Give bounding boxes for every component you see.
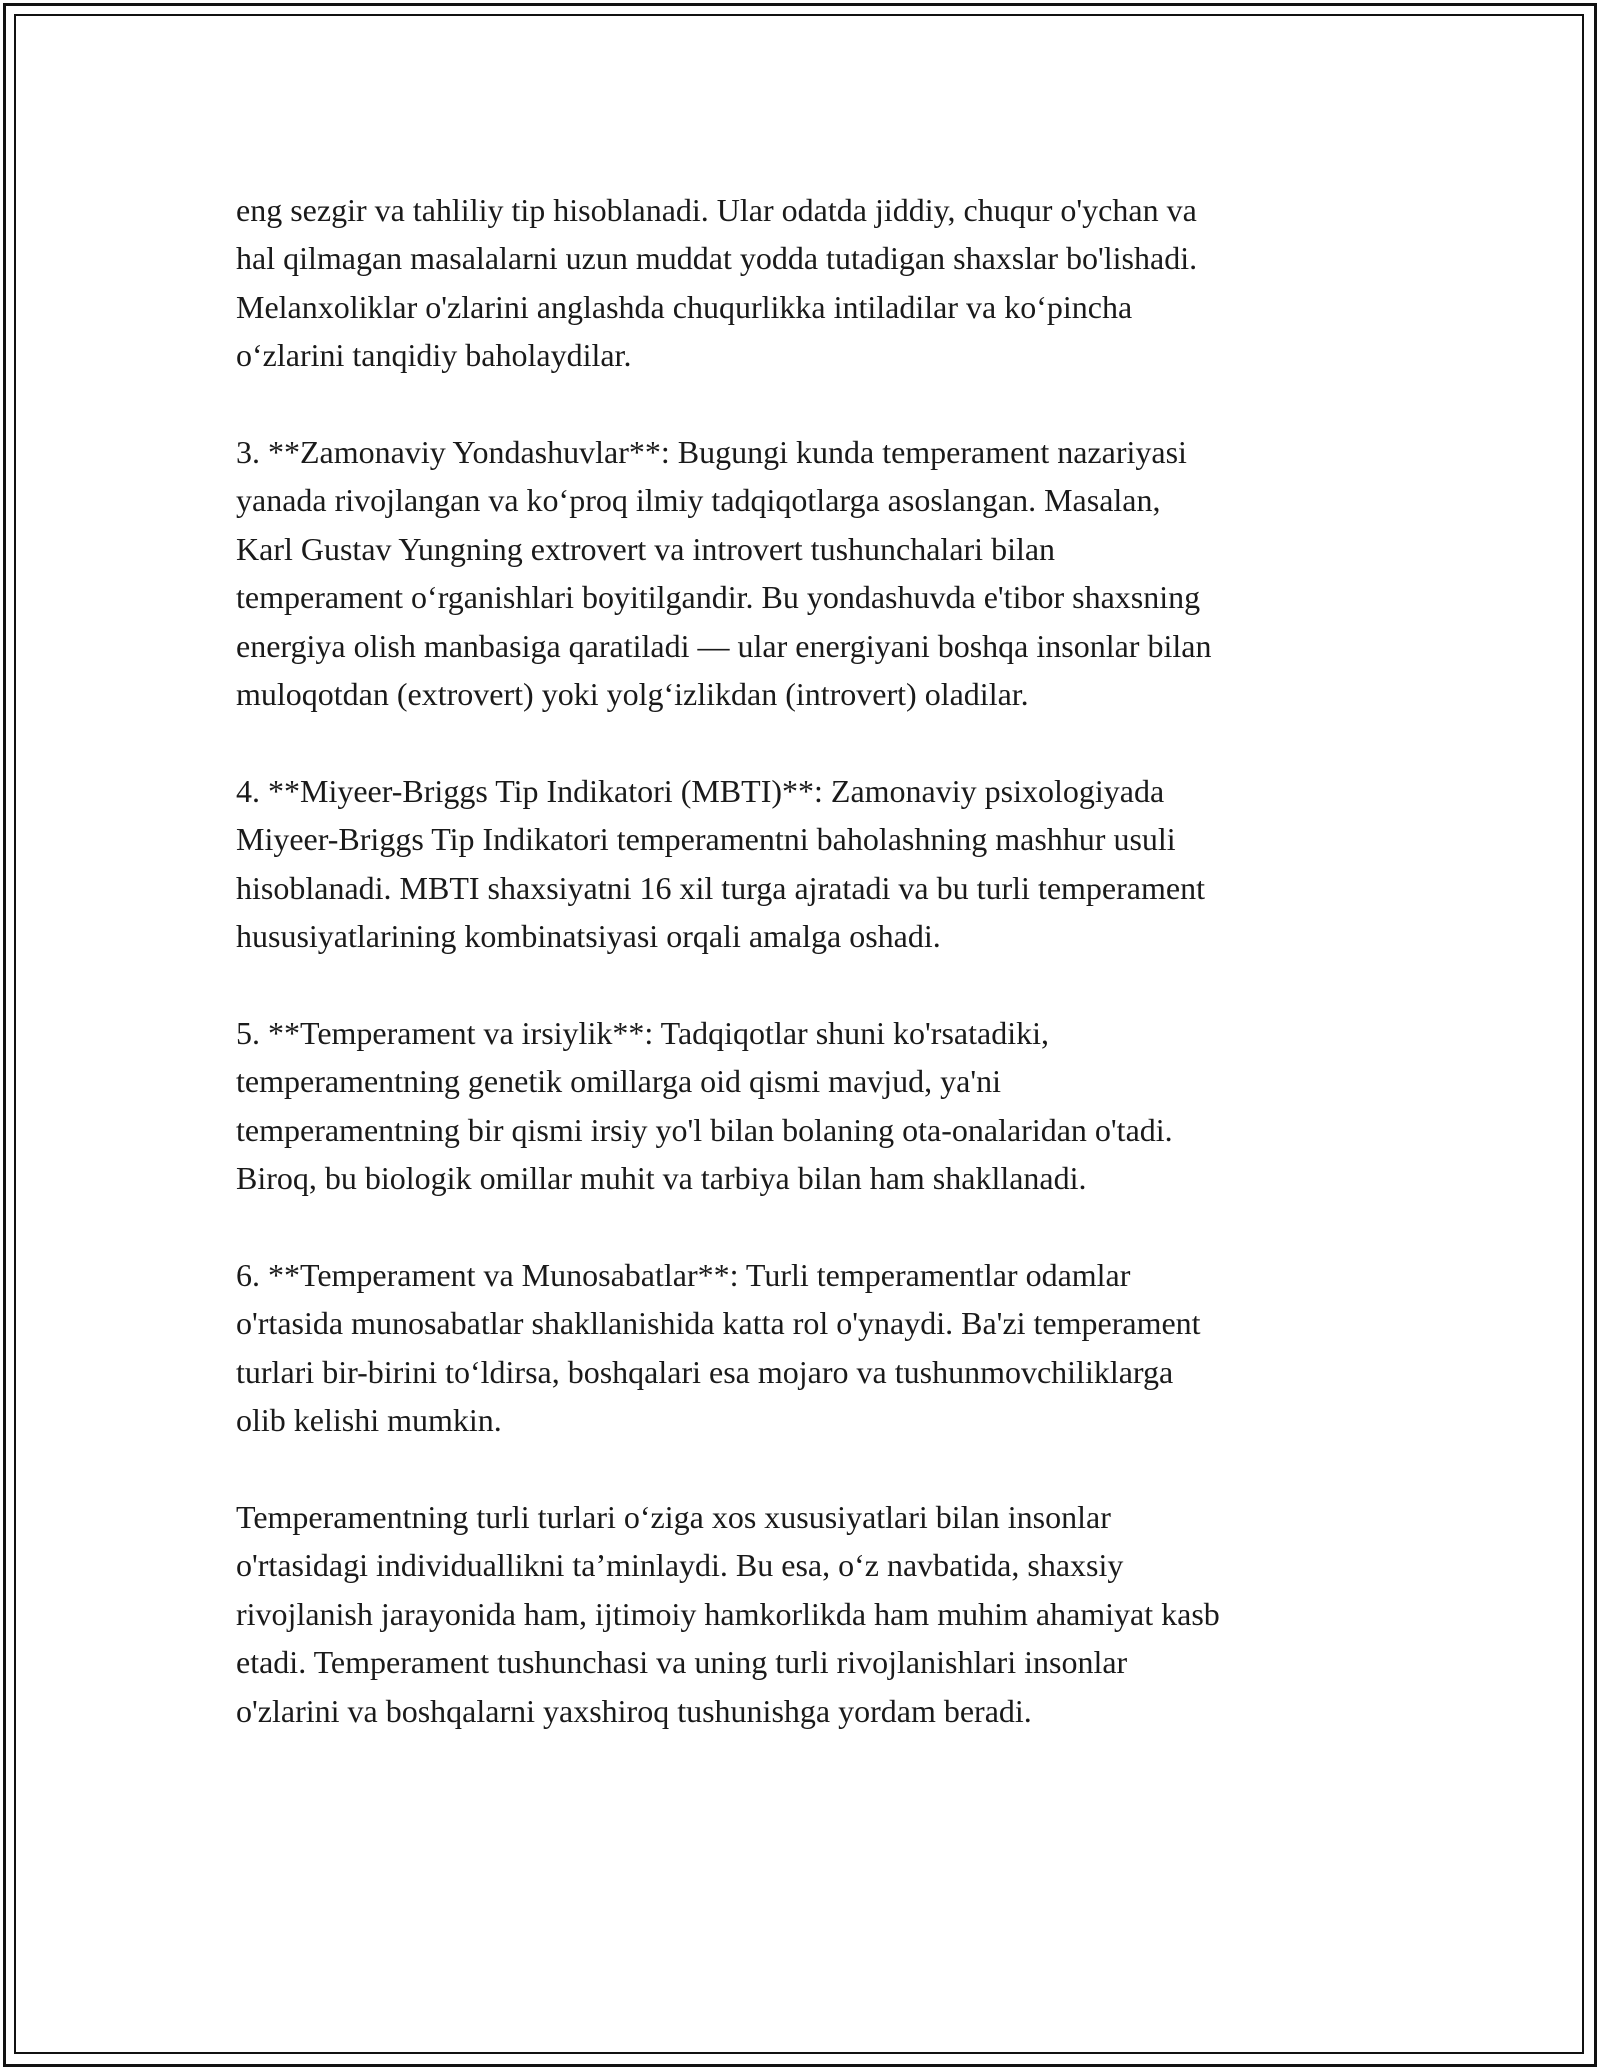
paragraph-conclusion (236, 1493, 1386, 1735)
text-line: hususiyatlarining kombinatsiyasi orqali amalga oshadi. (236, 918, 941, 955)
text-line: Melanxoliklar o'zlarini anglashda chuqurlikka intiladilar va ko‘pincha (236, 288, 1133, 325)
text-line: turlari bir-birini to‘ldirsa, boshqalari esa mojaro va tushunmovchiliklarga (236, 1353, 1174, 1390)
text-line: 4. **Miyeer-Briggs Tip Indikatori (MBTI)**: Zamonaviy psixologiyada (236, 772, 1165, 809)
paragraph-item-4-mbti (236, 767, 1386, 961)
text-line: o‘zlarini tanqidiy baholaydilar. (236, 337, 632, 374)
text-line: Karl Gustav Yungning extrovert va introvert tushunchalari bilan (236, 530, 1056, 567)
text-line: eng sezgir va tahliliy tip hisoblanadi. Ular odatda jiddiy, chuqur o'ychan va (236, 192, 1197, 228)
text-line: yanada rivojlangan va ko‘proq ilmiy tadqiqotlarga asoslangan. Masalan, (236, 482, 1161, 519)
text-line: temperamentning bir qismi irsiy yo'l bilan bolaning ota-onalaridan o'tadi. (236, 1111, 1173, 1148)
text-line: rivojlanish jarayonida ham, ijtimoiy hamkorlikda ham muhim ahamiyat kasb (236, 1595, 1220, 1632)
paragraph-item-6-relationships (236, 1251, 1386, 1445)
text-line: etadi. Temperament tushunchasi va uning turli rivojlanishlari insonlar (236, 1644, 1128, 1681)
text-line: 6. **Temperament va Munosabatlar**: Turli temperamentlar odamlar (236, 1256, 1131, 1293)
text-line: Temperamentning turli turlari o‘ziga xos xususiyatlari bilan insonlar (236, 1498, 1111, 1535)
text-line: o'rtasida munosabatlar shakllanishida katta rol o'ynaydi. Ba'zi temperament (236, 1305, 1201, 1342)
text-line: temperament o‘rganishlari boyitilgandir. Bu yondashuvda e'tibor shaxsning (236, 579, 1201, 616)
paragraph-item-3-modern-approaches (236, 428, 1386, 718)
text-line: 3. **Zamonaviy Yondashuvlar**: Bugungi kunda temperament nazariyasi (236, 434, 1187, 471)
text-line: Biroq, bu biologik omillar muhit va tarbiya bilan ham shakllanadi. (236, 1160, 1087, 1197)
text-line: hal qilmagan masalalarni uzun muddat yodda tutadigan shaxslar bo'lishadi. (236, 240, 1198, 277)
text-line: temperamentning genetik omillarga oid qismi mavjud, ya'ni (236, 1063, 1002, 1100)
document-body (236, 186, 1386, 1783)
paragraph-melancholic-continuation (236, 186, 1386, 380)
text-line: muloqotdan (extrovert) yoki yolg‘izlikdan (introvert) oladilar. (236, 676, 1029, 713)
paragraph-item-5-heredity (236, 1009, 1386, 1203)
text-line: o'rtasidagi individuallikni ta’minlaydi. Bu esa, o‘z navbatida, shaxsiy (236, 1547, 1124, 1584)
text-line: energiya olish manbasiga qaratiladi — ular energiyani boshqa insonlar bilan (236, 627, 1212, 664)
text-line: olib kelishi mumkin. (236, 1402, 502, 1439)
text-line: 5. **Temperament va irsiylik**: Tadqiqotlar shuni ko'rsatadiki, (236, 1014, 1049, 1051)
text-line: hisoblanadi. MBTI shaxsiyatni 16 xil turga ajratadi va bu turli temperament (236, 869, 1205, 906)
text-line: o'zlarini va boshqalarni yaxshiroq tushunishga yordam beradi. (236, 1692, 1032, 1729)
text-line: Miyeer-Briggs Tip Indikatori temperamentni baholashning mashhur usuli (236, 821, 1176, 858)
